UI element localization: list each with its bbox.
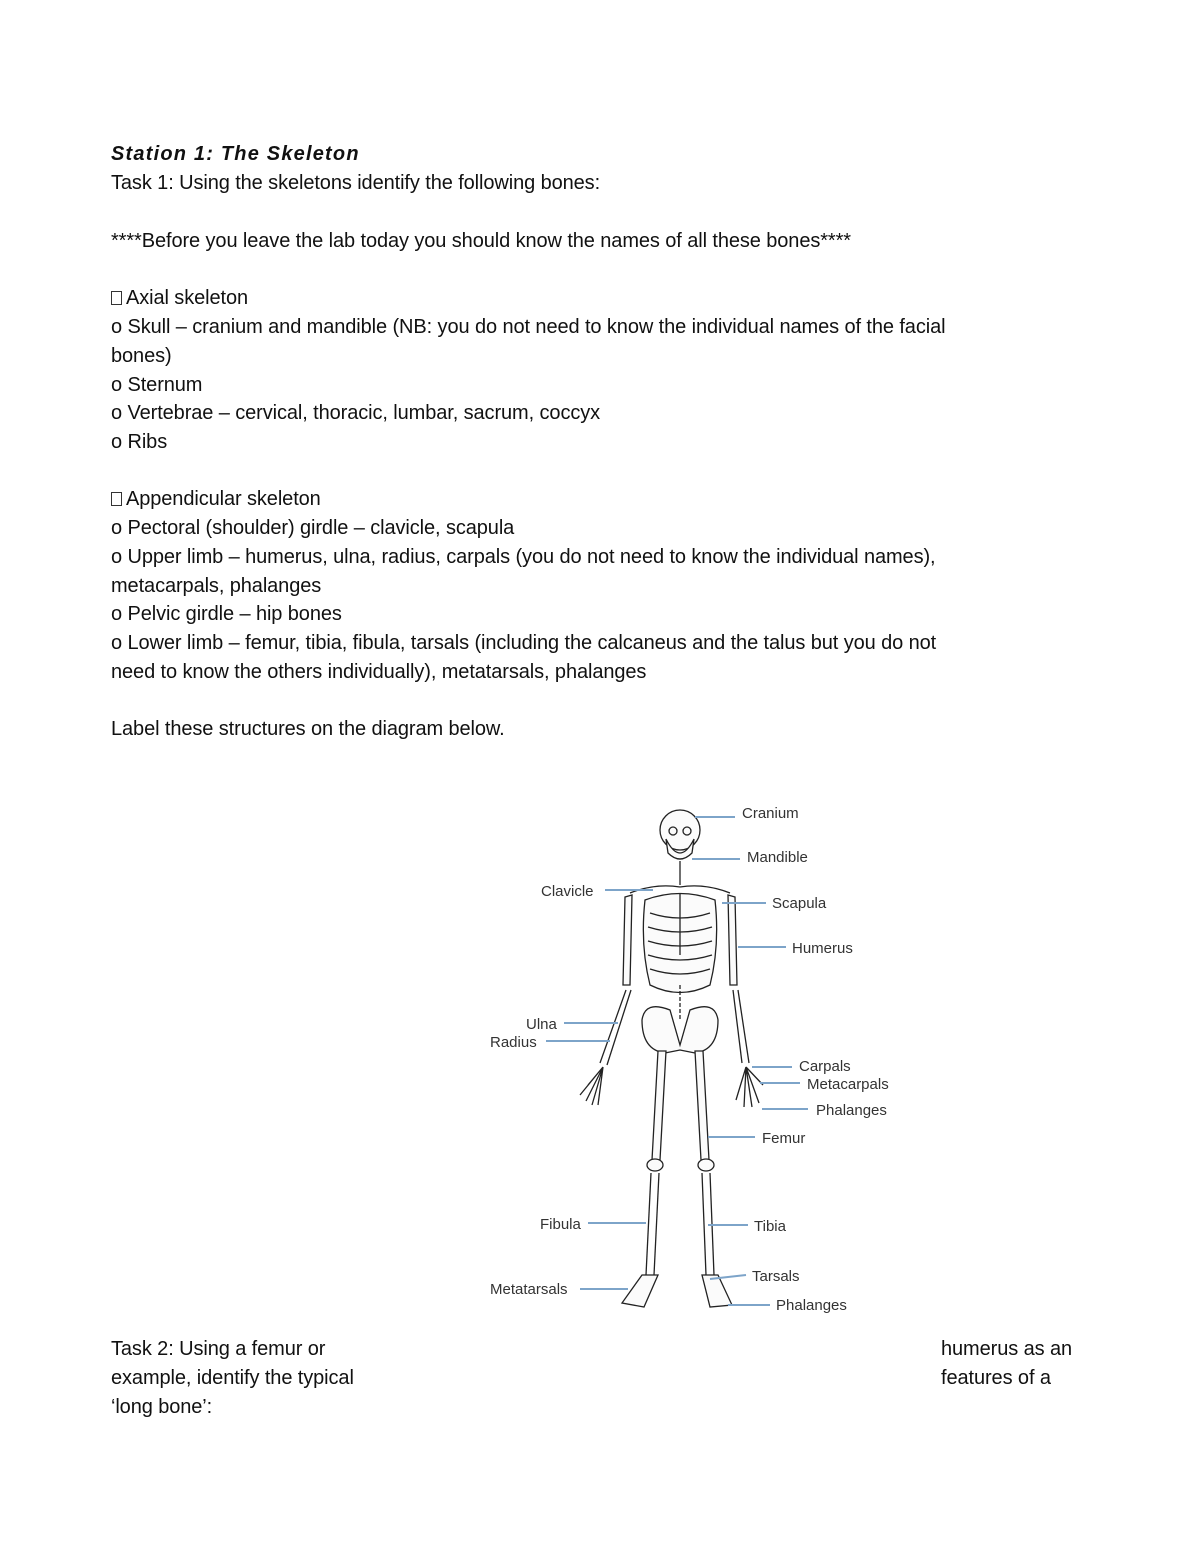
- pelvis-shape: [642, 1007, 718, 1053]
- skeleton-drawing: [580, 810, 763, 1307]
- foot-right: [702, 1275, 732, 1307]
- label-clavicle: Clavicle: [541, 883, 594, 900]
- appendicular-item: o Lower limb – femur, tibia, fibula, tarsals (including the calcaneus and the talus but you do not: [111, 632, 937, 654]
- appendicular-item: need to know the others individually), metatarsals, phalanges: [111, 661, 647, 683]
- femur-shape-left: [652, 1051, 666, 1160]
- task2-left-line: example, identify the typical: [111, 1367, 354, 1389]
- axial-heading: Axial skeleton: [126, 287, 248, 309]
- instruction: Label these structures on the diagram below.: [111, 718, 505, 740]
- appendicular-item: o Pectoral (shoulder) girdle – clavicle, scapula: [111, 517, 515, 539]
- label-mandible: Mandible: [747, 849, 808, 866]
- axial-heading-line: [111, 284, 248, 313]
- humerus-shape: [728, 895, 737, 985]
- ulna-shape: [600, 990, 626, 1063]
- label-ulna: Ulna: [526, 1016, 557, 1033]
- bullet-box-icon: [111, 291, 122, 305]
- radius-shape: [607, 990, 631, 1065]
- label-carpals: Carpals: [799, 1058, 851, 1075]
- label-fibula: Fibula: [540, 1216, 581, 1233]
- task2-left-line: Task 2: Using a femur or: [111, 1338, 326, 1360]
- hand-right: [736, 1067, 763, 1107]
- foot-left: [622, 1275, 658, 1307]
- label-cranium: Cranium: [742, 805, 799, 822]
- appendicular-item: metacarpals, phalanges: [111, 575, 322, 597]
- label-phalanges-hand: Phalanges: [816, 1102, 887, 1119]
- label-femur: Femur: [762, 1130, 806, 1147]
- fibula-shape: [646, 1173, 651, 1275]
- axial-item: o Skull – cranium and mandible (NB: you do not need to know the individual names of the facial: [111, 316, 946, 338]
- label-metatarsals: Metatarsals: [490, 1281, 568, 1298]
- diagram-labels: [490, 805, 889, 1314]
- label-metacarpals: Metacarpals: [807, 1076, 889, 1093]
- task2-right-line: features of a: [941, 1367, 1051, 1389]
- appendicular-heading: Appendicular skeleton: [126, 488, 321, 510]
- appendicular-heading-line: [111, 485, 321, 514]
- label-scapula: Scapula: [772, 895, 827, 912]
- tibia-shape: [702, 1173, 706, 1275]
- bullet-box-icon: [111, 492, 122, 506]
- label-tarsals: Tarsals: [752, 1268, 800, 1285]
- skeleton-diagram: [470, 795, 920, 1320]
- humerus-shape-left: [623, 895, 632, 985]
- label-radius: Radius: [490, 1034, 537, 1051]
- label-tibia: Tibia: [754, 1218, 786, 1235]
- label-phalanges-foot: Phalanges: [776, 1297, 847, 1314]
- axial-item: o Ribs: [111, 431, 168, 453]
- label-humerus: Humerus: [792, 940, 853, 957]
- task2-right-line: humerus as an: [941, 1338, 1072, 1360]
- axial-item: o Sternum: [111, 374, 203, 396]
- task2-left-line: ‘long bone’:: [111, 1396, 213, 1418]
- appendicular-item: o Upper limb – humerus, ulna, radius, carpals (you do not need to know the individual names),: [111, 546, 936, 568]
- appendicular-item: o Pelvic girdle – hip bones: [111, 603, 342, 625]
- hand-left: [580, 1067, 603, 1105]
- station-title: Station 1: The Skeleton: [111, 143, 360, 165]
- task1-note: ****Before you leave the lab today you should know the names of all these bones****: [111, 230, 851, 252]
- axial-item: o Vertebrae – cervical, thoracic, lumbar, sacrum, coccyx: [111, 402, 601, 424]
- axial-item: bones): [111, 345, 172, 367]
- cranium-shape: [660, 810, 700, 850]
- femur-shape: [695, 1051, 709, 1160]
- task1-heading: Task 1: Using the skeletons identify the following bones:: [111, 172, 601, 194]
